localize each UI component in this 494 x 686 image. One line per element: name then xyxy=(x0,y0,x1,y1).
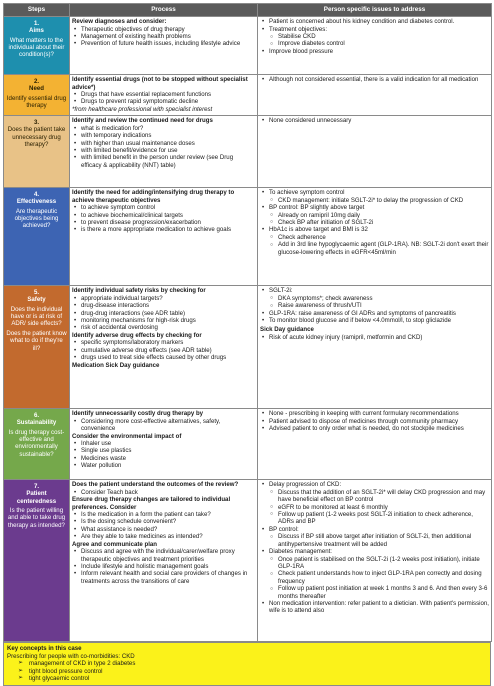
person-cell-7 xyxy=(258,479,492,641)
process-bullet-list xyxy=(72,26,255,48)
process-heading: Medication Sick Day guidance xyxy=(72,361,160,369)
person-sub-item: ○ Improve diabetes control xyxy=(260,40,489,47)
person-sub-item: ○ eGFR to be monitored at least 6 monthly xyxy=(260,504,489,511)
process-bullet-list xyxy=(72,511,255,541)
process-bullet-item: • Therapeutic objectives of drug therapy xyxy=(72,26,255,33)
process-bullet-list xyxy=(72,548,255,585)
person-bullet-item: • Risk of acute kidney injury (ramipril, metformin and CKD) xyxy=(260,334,489,341)
step-question: Are therapeutic objectives being achieved? xyxy=(14,207,59,230)
person-bullet-item: • Patient advised to dispose of medicines through community pharmacy xyxy=(260,418,489,425)
person-bullet-item: • Although not considered essential, there is a valid indication for all medication xyxy=(260,76,489,83)
step-row-4 xyxy=(4,187,492,285)
process-bullet-list xyxy=(72,440,255,470)
process-bullet-item: • Is the dosing schedule convenient? xyxy=(72,518,255,525)
person-sub-list xyxy=(260,556,489,601)
process-bullet-list xyxy=(72,125,255,170)
process-bullet-item: • Drugs to prevent rapid symptomatic decline xyxy=(72,98,255,105)
key-concepts-title: Key concepts in this case xyxy=(7,644,82,652)
process-bullet-item: • drug-disease interactions xyxy=(72,302,255,309)
step-question: Does the patient take unnecessary drug therapy? xyxy=(7,126,66,149)
process-cell-6 xyxy=(70,408,258,479)
person-bullet-item: • Improve blood pressure xyxy=(260,48,489,55)
person-sub-item: ○ Discuss if BP still above target after initiation of SGLT-2i, then additional antihypertensive treatment will be added xyxy=(260,533,489,548)
process-heading: Agree and communicate plan xyxy=(72,540,157,548)
process-bullet-item: • Inform relevant health and social care providers of changes in treatments across the transitions of care xyxy=(72,570,255,585)
person-bullet-item: • Treatment objectives: xyxy=(260,26,489,33)
person-bullet-item: • HbA1c is above target and BMI is 32 xyxy=(260,226,489,233)
step-row-6 xyxy=(4,408,492,479)
step-row-7 xyxy=(4,479,492,641)
person-sub-item: ○ Once patient is stabilised on the SGLT-2i (1-2 weeks post initiation), initiate GLP-1RA xyxy=(260,556,489,571)
process-bullet-list xyxy=(72,204,255,234)
person-sub-item: ○ Check BP after initiation of SGLT-2i xyxy=(260,219,489,226)
step-question: Is drug therapy cost-effective and environmentally sustainable? xyxy=(8,428,65,458)
step-title: Sustainability xyxy=(16,419,57,427)
person-sub-list xyxy=(260,533,489,548)
person-bullet-list xyxy=(260,204,489,211)
process-cell-3 xyxy=(70,115,258,187)
process-heading: Identify individual safety risks by checking for xyxy=(72,287,206,295)
person-sub-item: ○ CKD management: initiate SGLT-2i* to delay the progression of CKD xyxy=(260,197,489,204)
review-table xyxy=(3,3,492,642)
process-bullet-item: • to achieve symptom control xyxy=(72,204,255,211)
process-bullet-item: • Are they able to take medicines as intended? xyxy=(72,533,255,540)
person-sub-item: ○ Follow up patient (1-2 weeks post SGLT-2i initiation to check adherence, ADRs and BP xyxy=(260,511,489,526)
person-bullet-list xyxy=(260,189,489,196)
key-concept-item: ➢ tight glycaemic control xyxy=(7,675,487,682)
person-sub-item: ○ Check adherence xyxy=(260,234,489,241)
step-number: 5. xyxy=(33,288,40,296)
person-bullet-list xyxy=(260,226,489,233)
person-sub-item: ○ Discuss that the addition of an SGLT-2i* will delay CKD progression and may have beneficial effect on BP control xyxy=(260,489,489,504)
process-heading: Identify adverse drug effects by checking for xyxy=(72,331,202,339)
person-bullet-item: • Diabetes management: xyxy=(260,548,489,555)
person-sub-list xyxy=(260,489,489,526)
step-question: Identify essential drug therapy xyxy=(6,94,67,109)
process-bullet-item: • appropriate individual targets? xyxy=(72,295,255,302)
step-question-2: Does the patient know what to do if they're ill? xyxy=(6,329,67,352)
person-sub-item: ○ Check patient understands how to inject GLP-1RA pen correctly and dosing frequency xyxy=(260,570,489,585)
person-bullet-list xyxy=(260,600,489,615)
step-question: Does the individual have or is at risk of ADR/ side effects? xyxy=(10,305,63,328)
step-number: 7. xyxy=(33,482,40,490)
step-title: Patient centeredness xyxy=(16,490,57,505)
person-sub-list xyxy=(260,295,489,310)
person-cell-3 xyxy=(258,115,492,187)
person-bullet-item: • Patient is concerned about his kidney condition and diabetes control. xyxy=(260,18,489,25)
person-bullet-item: • Advised patient to only order what is needed, do not stockpile medicines xyxy=(260,425,489,432)
person-sub-list xyxy=(260,212,489,227)
person-bullet-list xyxy=(260,287,489,294)
person-sub-item: ○ Already on ramipril 10mg daily xyxy=(260,212,489,219)
process-bullet-item: • Consider Teach back xyxy=(72,489,255,496)
person-bullet-list xyxy=(260,18,489,33)
process-bullet-item: • risk of accidental overdosing xyxy=(72,324,255,331)
key-concepts-box xyxy=(3,642,491,686)
person-bullet-item: • To achieve symptom control xyxy=(260,189,489,196)
process-cell-2 xyxy=(70,74,258,115)
person-bullet-item: • Non medication intervention: refer patient to a dietician. With patient's permission, wife is to attend also xyxy=(260,600,489,615)
process-bullet-item: • Discuss and agree with the individual/carer/welfare proxy therapeutic objectives and treatment priorities xyxy=(72,548,255,563)
process-bullet-item: • to prevent disease progression/exacerbation xyxy=(72,219,255,226)
step-title: Effectiveness xyxy=(16,198,57,206)
person-sub-list xyxy=(260,234,489,256)
step-cell-7 xyxy=(4,479,70,641)
person-sub-item: ○ Follow up patient post initiation at week 1 months 3 and 6. And then every 3-6 months thereafter xyxy=(260,585,489,600)
person-sub-item: ○ DKA symptoms*; check awareness xyxy=(260,295,489,302)
process-bullet-list xyxy=(72,418,255,433)
process-heading: Identify essential drugs (not to be stopped without specialist advice*) xyxy=(72,76,248,91)
step-cell-1 xyxy=(4,16,70,74)
step-cell-4 xyxy=(4,187,70,285)
process-bullet-item: • Prevention of future health issues, including lifestyle advice xyxy=(72,40,255,47)
process-bullet-item: • with limited benefit/evidence for use xyxy=(72,147,255,154)
person-bullet-list xyxy=(260,48,489,55)
key-concept-item: ➢ management of CKD in type 2 diabetes xyxy=(7,660,487,667)
person-cell-5 xyxy=(258,285,492,408)
person-sub-item: ○ Add in 3rd line hypoglycaemic agent (GLP-1RA). NB: SGLT-2i don't exert their glucose-lowering effects in eGFR<45ml/min xyxy=(260,241,489,256)
process-bullet-item: • Drugs that have essential replacement functions xyxy=(72,91,255,98)
table-body xyxy=(4,16,492,641)
step-number: 3. xyxy=(33,118,40,126)
process-heading: Identify the need for adding/intensifying drug therapy to achieve therapeutic objectives xyxy=(72,189,235,204)
step-question: Is the patient willing and able to take drug therapy as intended? xyxy=(7,507,66,529)
person-bullet-list xyxy=(260,117,489,124)
key-concepts-intro: Prescribing for people with co-morbidities: CKD xyxy=(7,652,135,660)
person-sub-list xyxy=(260,197,489,204)
step-number: 4. xyxy=(33,190,40,198)
step-row-1 xyxy=(4,16,492,74)
person-bullet-item: • Delay progression of CKD: xyxy=(260,481,489,488)
person-bullet-item: • None - prescribing in keeping with current formulary recommendations xyxy=(260,410,489,417)
step-title: Safety xyxy=(27,296,46,304)
process-bullet-item: • is there a more appropriate medication to achieve goals xyxy=(72,226,255,233)
person-bullet-item: • BP control: BP slightly above target xyxy=(260,204,489,211)
person-bullet-list xyxy=(260,548,489,555)
steps-header: Steps xyxy=(4,4,70,17)
process-bullet-list xyxy=(72,91,255,106)
person-bullet-list xyxy=(260,310,489,325)
step-question: What matters to the individual about their condition(s)? xyxy=(8,36,65,59)
process-heading: Ensure drug therapy changes are tailored to individual preferences. Consider xyxy=(72,496,231,511)
person-bullet-item: • To monitor blood glucose and if below <4.0mmol/l, to stop gliclazide xyxy=(260,317,489,324)
process-bullet-list xyxy=(72,339,255,361)
process-header: Process xyxy=(70,4,258,17)
step-row-2 xyxy=(4,74,492,115)
step-number: 1. xyxy=(33,19,40,27)
process-bullet-item: • Is the medication in a form the patient can take? xyxy=(72,511,255,518)
person-bullet-list xyxy=(260,76,489,83)
person-bullet-list xyxy=(260,334,489,341)
person-cell-6 xyxy=(258,408,492,479)
step-cell-5 xyxy=(4,285,70,408)
process-bullet-item: • Include lifestyle and holistic management goals xyxy=(72,563,255,570)
step-title: Aims xyxy=(29,27,44,35)
process-bullet-item: • Inhaler use xyxy=(72,440,255,447)
process-bullet-item: • with temporary indications xyxy=(72,132,255,139)
step-number: 6. xyxy=(33,411,40,419)
key-concept-item: ➢ tight blood pressure control xyxy=(7,668,487,675)
process-heading: Identify and review the continued need for drugs xyxy=(72,117,213,125)
step-title: Need xyxy=(29,85,44,93)
key-concepts-list xyxy=(7,660,487,682)
process-bullet-item: • drugs used to treat side effects caused by other drugs xyxy=(72,354,255,361)
person-cell-4 xyxy=(258,187,492,285)
process-bullet-item: • with limited benefit in the person under review (see Drug efficacy & applicability (NNT) table) xyxy=(72,154,255,169)
process-bullet-item: • What assistance is needed? xyxy=(72,526,255,533)
process-bullet-item: • Single use plastics xyxy=(72,447,255,454)
person-sub-item: ○ Raise awareness of thrush/UTI xyxy=(260,302,489,309)
process-cell-1 xyxy=(70,16,258,74)
process-bullet-item: • specific symptoms/laboratory markers xyxy=(72,339,255,346)
process-heading: Identify unnecessarily costly drug therapy by xyxy=(72,410,204,418)
step-number: 2. xyxy=(33,77,40,85)
process-heading: Does the patient understand the outcomes of the review? xyxy=(72,481,239,489)
person-bullet-item: • GLP-1RA: raise awareness of GI ADRs and symptoms of pancreatitis xyxy=(260,310,489,317)
process-bullet-item: • drug-drug interactions (see ADR table) xyxy=(72,310,255,317)
process-bullet-item: • monitoring mechanisms for high-risk drugs xyxy=(72,317,255,324)
process-bullet-list xyxy=(72,295,255,332)
process-heading: Review diagnoses and consider: xyxy=(72,18,167,26)
person-sub-item: ○ Stabilise CKD xyxy=(260,33,489,40)
person-bullet-list xyxy=(260,526,489,533)
stomp-review-document xyxy=(3,3,491,686)
process-cell-5 xyxy=(70,285,258,408)
step-cell-2 xyxy=(4,74,70,115)
person-bullet-list xyxy=(260,481,489,488)
process-heading: Consider the environmental impact of xyxy=(72,432,182,440)
process-cell-7 xyxy=(70,479,258,641)
process-bullet-item: • Management of existing health problems xyxy=(72,33,255,40)
person-sub-list xyxy=(260,33,489,48)
person-header: Person specific issues to address xyxy=(258,4,492,17)
process-bullet-item: • what is medication for? xyxy=(72,125,255,132)
person-bullet-item: • None considered unnecessary xyxy=(260,117,489,124)
step-cell-3 xyxy=(4,115,70,187)
process-cell-4 xyxy=(70,187,258,285)
person-cell-2 xyxy=(258,74,492,115)
process-bullet-list xyxy=(72,489,255,496)
process-bullet-item: • Medicines waste xyxy=(72,455,255,462)
process-bullet-item: • cumulative adverse drug effects (see ADR table) xyxy=(72,347,255,354)
person-bullet-item: • BP control: xyxy=(260,526,489,533)
person-bullet-item: • SGLT-2i: xyxy=(260,287,489,294)
person-heading: Sick Day guidance xyxy=(260,326,314,334)
step-row-3 xyxy=(4,115,492,187)
process-bullet-item: • Water pollution xyxy=(72,462,255,469)
step-row-5 xyxy=(4,285,492,408)
step-cell-6 xyxy=(4,408,70,479)
process-bullet-item: • Considering more cost-effective alternatives, safety, convenience xyxy=(72,418,255,433)
process-bullet-item: • to achieve biochemical/clinical targets xyxy=(72,212,255,219)
process-bullet-item: • with higher than usual maintenance doses xyxy=(72,140,255,147)
person-bullet-list xyxy=(260,410,489,432)
process-note: *from healthcare professional with specialist interest xyxy=(72,105,213,113)
table-header-row xyxy=(4,4,492,17)
person-cell-1 xyxy=(258,16,492,74)
